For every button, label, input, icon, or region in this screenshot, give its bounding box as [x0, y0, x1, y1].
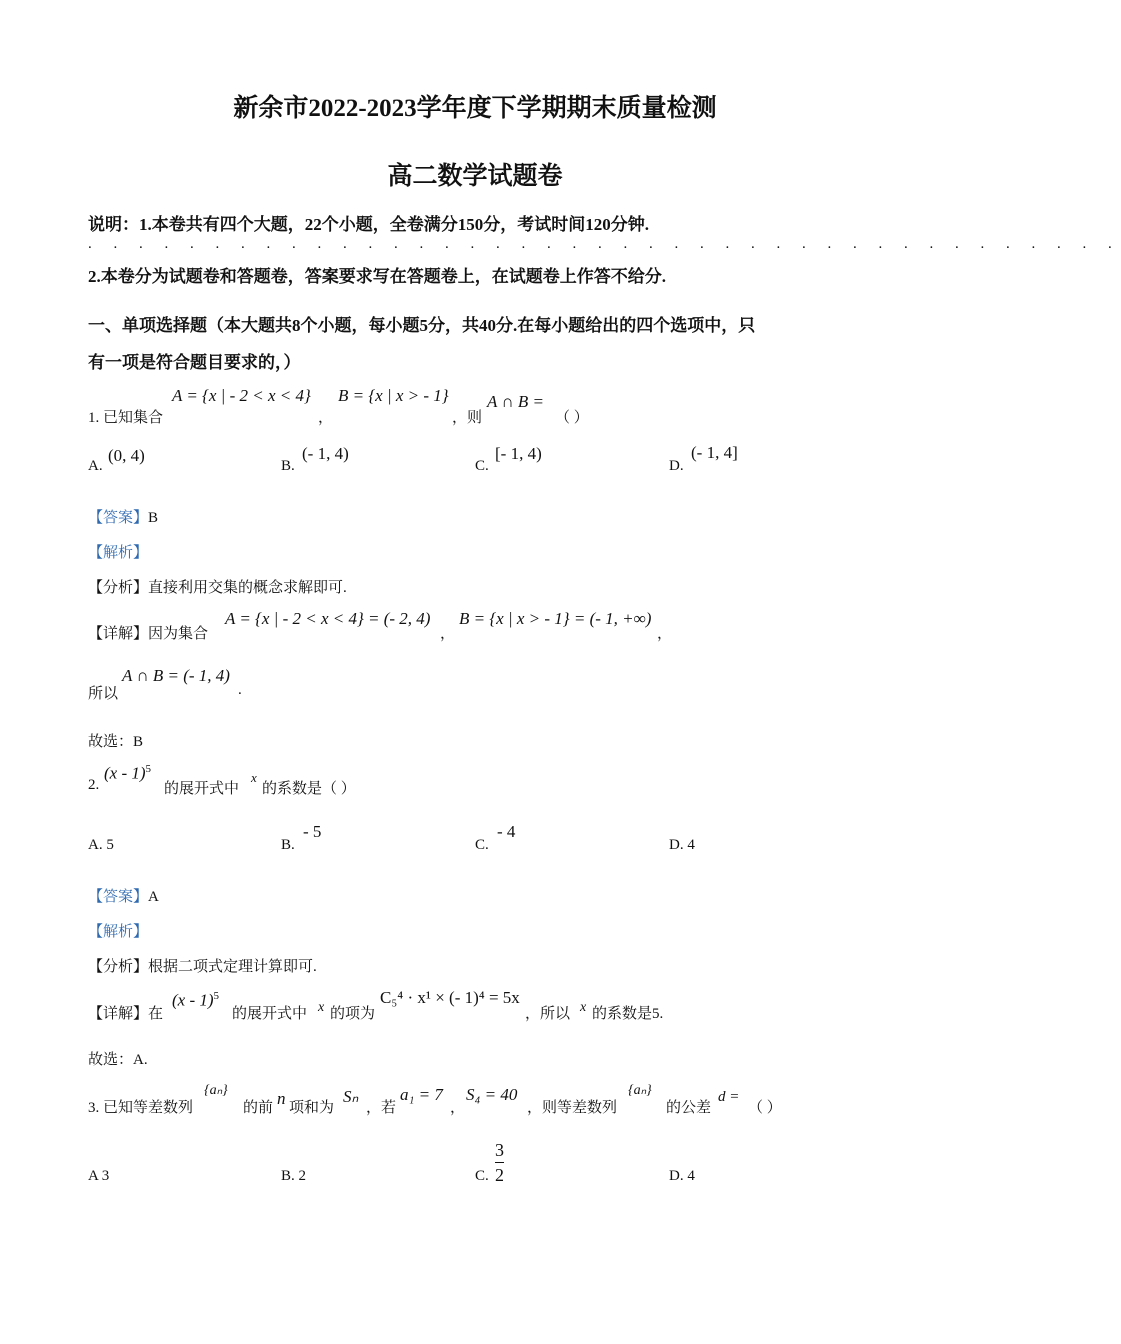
- q2-detail-end2: 的系数是5.: [592, 1006, 664, 1022]
- q1-detail-comma: ，: [440, 626, 456, 642]
- q2-detail-end: ，所以: [525, 1006, 571, 1022]
- q1-option-c-value: [- 1, 4): [495, 444, 542, 463]
- q3-prefix: 3. 已知等差数列: [88, 1100, 194, 1116]
- q2-prefix: 2.: [88, 777, 100, 793]
- q3-d: d =: [718, 1089, 740, 1105]
- q3-text5: 的公差: [666, 1100, 712, 1116]
- q1-option-a-value: (0, 4): [108, 446, 145, 465]
- q2-fenxi: 【分析】根据二项式定理计算即可.: [88, 959, 317, 975]
- page-title: 新余市2022-2023学年度下学期期末质量检测: [233, 95, 717, 122]
- q2-analysis-tag: 【解析】: [88, 924, 149, 940]
- q1-expr: A ∩ B =: [487, 392, 544, 411]
- fraction-numerator: 3: [495, 1140, 504, 1160]
- q2-detail-formula: C₅⁴ · x¹ × (- 1)⁴ = 5x: [380, 988, 520, 1007]
- q2-option-b-label: B.: [281, 837, 295, 853]
- q3-option-d-label: D. 4: [669, 1168, 695, 1184]
- q2-choose: 故选：A.: [88, 1052, 148, 1068]
- q1-choose: 故选：B: [88, 734, 144, 750]
- q2-text2: 的系数是（ ）: [262, 781, 356, 797]
- q3-text1: 的前: [243, 1100, 274, 1116]
- emphasis-dots: . . . . . . . . . . . . . . . . . . . . . . . . . . . . . . . . . . . . . . . . .: [88, 236, 1121, 252]
- q3-sequence-2: {aₙ}: [628, 1083, 652, 1098]
- q1-prefix: 1. 已知集合: [88, 410, 164, 426]
- q1-answer: 【答案】B: [88, 510, 159, 526]
- instructions-line1: 说明：1.本卷共有四个大题，22个小题，全卷满分150分，考试时间120分钟.: [88, 215, 649, 234]
- q1-comma: ，: [318, 410, 334, 426]
- q2-option-b-value: - 5: [303, 822, 322, 841]
- q1-so-expr: A ∩ B = (- 1, 4): [122, 666, 230, 685]
- q3-option-c-label: C.: [475, 1168, 489, 1184]
- q1-set-b: B = {x | x > - 1}: [338, 386, 449, 405]
- q3-text2: 项和为: [289, 1100, 335, 1116]
- q3-text4: ，则等差数列: [527, 1100, 618, 1116]
- q2-detail-expr: (x - 1)$^5$: [172, 990, 220, 1010]
- q2-option-c-label: C.: [475, 837, 489, 853]
- q2-detail-mid: 的展开式中: [232, 1006, 308, 1022]
- q2-text1: 的展开式中: [164, 781, 240, 797]
- fraction-bar: [495, 1162, 504, 1163]
- q2-detail-mid2: 的项为: [330, 1006, 376, 1022]
- q2-answer: 【答案】A: [88, 889, 159, 905]
- section-heading-line1: 一、单项选择题（本大题共8个小题，每小题5分，共40分.在每小题给出的四个选项中，只: [88, 316, 756, 335]
- q3-option-c-fraction: [495, 1140, 504, 1186]
- q1-option-b-value: (- 1, 4): [302, 444, 349, 463]
- q2-option-a-label: A. 5: [88, 837, 114, 853]
- q2-x: x: [251, 770, 257, 785]
- q1-detail-end: ，: [657, 626, 673, 642]
- q2-expr: (x - 1)$^5$: [104, 763, 152, 783]
- q2-option-c-value: - 4: [497, 822, 516, 841]
- q1-detail-label: 【详解】因为集合: [88, 626, 209, 642]
- q1-option-d-value: (- 1, 4]: [691, 443, 738, 462]
- fraction-denominator: 2: [495, 1165, 504, 1185]
- instructions-line2: 2.本卷分为试题卷和答题卷，答案要求写在答题卷上，在试题卷上作答不给分.: [88, 267, 666, 286]
- q3-comma: ，: [450, 1100, 466, 1116]
- q1-detail-set-a: A = {x | - 2 < x < 4} = (- 2, 4): [225, 609, 431, 628]
- q1-set-a: A = {x | - 2 < x < 4}: [172, 386, 311, 405]
- q2-detail-x2: x: [580, 1000, 587, 1015]
- q3-paren: （ ）: [748, 1100, 782, 1116]
- q1-option-a-label: A.: [88, 458, 103, 474]
- q2-detail-label: 【详解】在: [88, 1006, 164, 1022]
- q3-option-b-label: B. 2: [281, 1168, 307, 1184]
- q1-so-end: .: [238, 682, 242, 698]
- q3-s4: S₄ = 40: [466, 1085, 518, 1104]
- q1-analysis-tag: 【解析】: [88, 545, 149, 561]
- q1-then: ，则: [452, 410, 483, 426]
- q3-a1: a₁ = 7: [400, 1085, 443, 1104]
- q3-option-a-label: A 3: [88, 1168, 110, 1184]
- page-subtitle: 高二数学试题卷: [387, 163, 563, 190]
- q3-sequence: {aₙ}: [204, 1083, 228, 1098]
- section-heading-line2: 有一项是符合题目要求的，）: [88, 353, 301, 372]
- q3-n: n: [277, 1089, 286, 1108]
- q1-paren: （ ）: [555, 410, 589, 426]
- q3-sn: Sₙ: [343, 1087, 359, 1106]
- q1-option-d-label: D.: [669, 458, 684, 474]
- q1-option-b-label: B.: [281, 458, 295, 474]
- q3-text3: ，若: [366, 1100, 397, 1116]
- q1-option-c-label: C.: [475, 458, 489, 474]
- q2-detail-x: x: [318, 1000, 325, 1015]
- q2-option-d-label: D. 4: [669, 837, 695, 853]
- q1-detail-set-b: B = {x | x > - 1} = (- 1, +∞): [459, 609, 652, 628]
- q1-fenxi: 【分析】直接利用交集的概念求解即可.: [88, 580, 347, 596]
- q1-so-label: 所以: [88, 686, 119, 702]
